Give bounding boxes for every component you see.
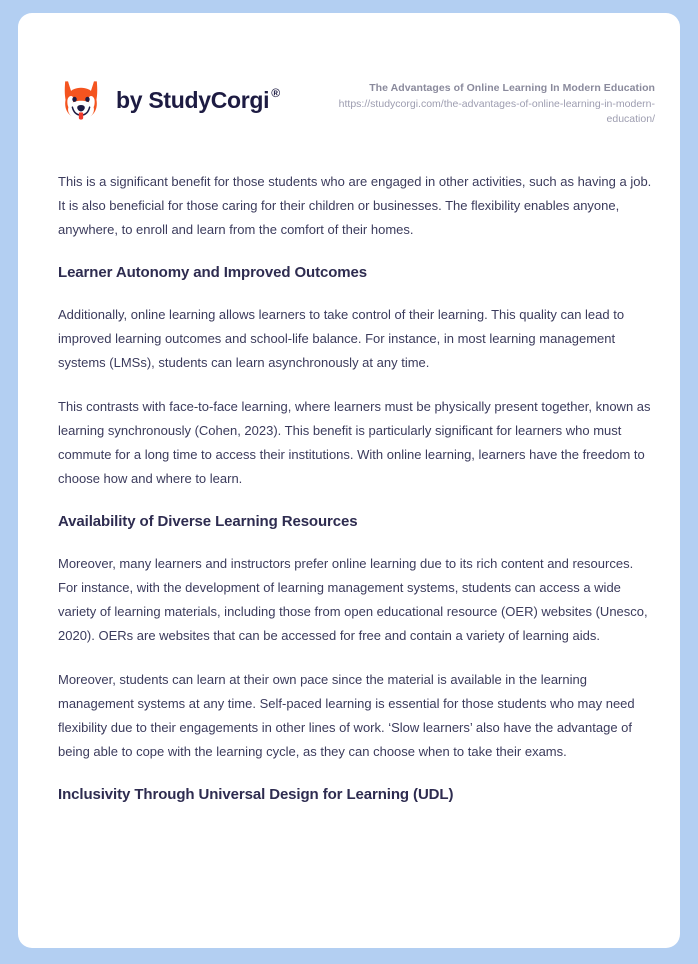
article-url: https://studycorgi.com/the-advantages-of-online-learning-in-modern-education/ (338, 98, 655, 125)
brand-wordmark (116, 87, 280, 114)
header-meta (285, 75, 655, 127)
article-title: The Advantages of Online Learning In Modern Education (369, 82, 655, 94)
body-paragraph: Moreover, many learners and instructors prefer online learning due to its rich content and resources. For instance, with the development of learning management systems, students can access a wide variety of learning materials, including those from open educational resource (OER) websites (Unesco, 2020). OERs are websites that can be accessed for free and contain a variety of learning aids. (58, 556, 648, 643)
section-heading: Learner Autonomy and Improved Outcomes (58, 264, 368, 281)
registered-trademark-icon: ® (271, 85, 280, 100)
body-paragraph: This contrasts with face-to-face learning, where learners must be physically present together, known as learning synchronously (Cohen, 2023). This benefit is particularly significant for learners who must commute for a long time to access their institutions. With online learning, learners have the freedom to choose how and where to learn. (58, 399, 651, 486)
body-paragraph: This is a significant benefit for those students who are engaged in other activities, such as having a job. It is also beneficial for those caring for their children or businesses. The flexibility enables anyone, anywhere, to enroll and learn from the comfort of their homes. (58, 174, 652, 237)
body-paragraph: Additionally, online learning allows learners to take control of their learning. This quality can lead to improved learning outcomes and school-life balance. For instance, in most learning management systems (LMSs), students can learn asynchronously at any time. (58, 307, 625, 370)
section-heading: Availability of Diverse Learning Resources (58, 513, 358, 530)
article-body (18, 170, 680, 806)
section-heading: Inclusivity Through Universal Design for Learning (UDL) (58, 786, 454, 803)
corgi-head-icon (58, 77, 104, 123)
studycorgi-brand[interactable] (58, 75, 280, 123)
brand-wordmark-text: by StudyCorgi (116, 86, 270, 113)
document-page-card (18, 13, 680, 948)
body-paragraph: Moreover, students can learn at their own pace since the material is available in the learning management systems at any time. Self-paced learning is essential for those students who may need flexibility due to their engagements in other lines of work. ‘Slow learners’ also have the advantage of being able to cope with the learning cycle, as they can choose when to take their exams. (58, 672, 635, 759)
document-header (18, 13, 680, 127)
